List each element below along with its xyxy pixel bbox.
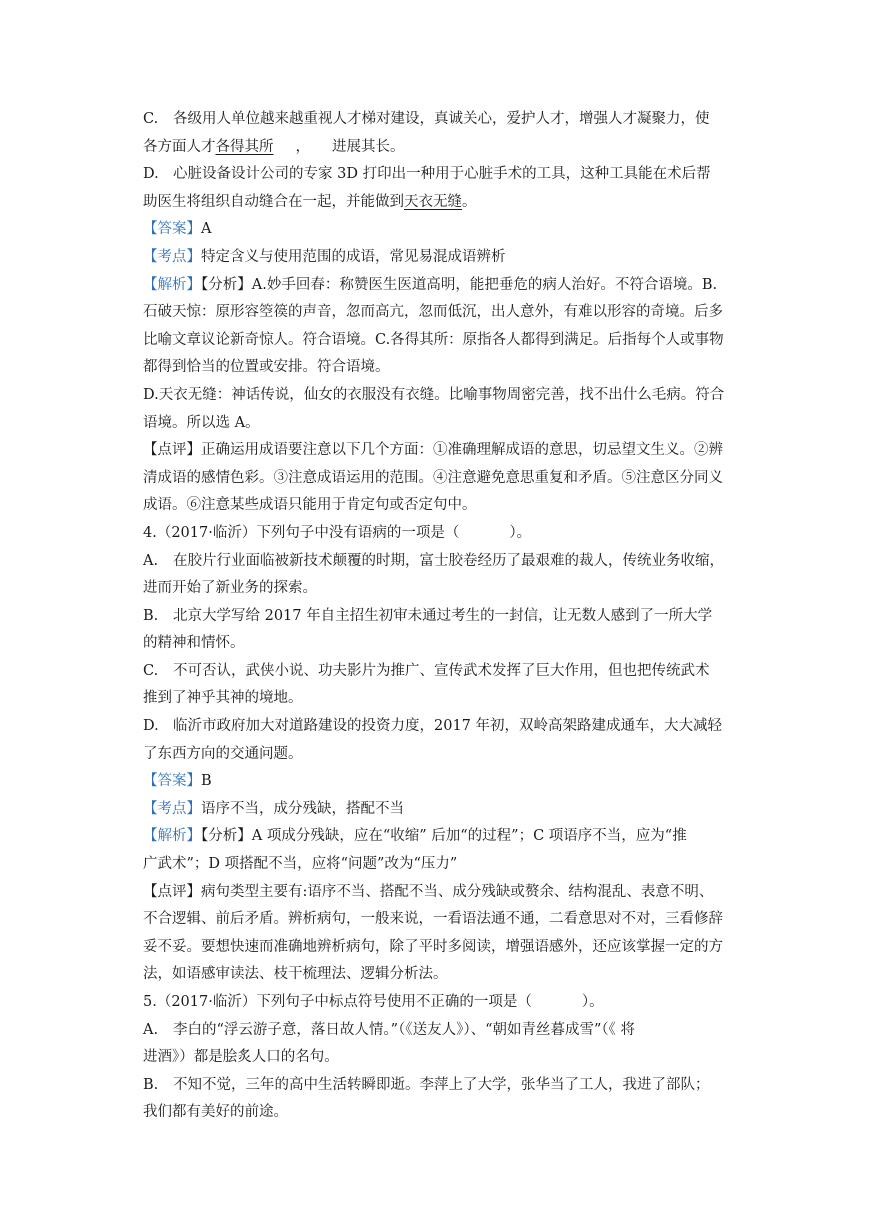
analysis-4-line-2: 广武术”；D 项搭配不当，应将“问题”改为“压力” — [143, 856, 458, 873]
question-5: 5.（2017·临沂）下列句子中标点符号使用不正确的一项是（ ）。 — [143, 994, 604, 1010]
option-3c-cont: 各方面人才各得其所 ， 进展其长。 — [143, 138, 405, 155]
comment-3-line-2: 清成语的感情色彩。③注意成语运用的范围。④注意避免意思重复和矛盾。⑤注意区分同义 — [143, 469, 723, 486]
option-4b: B. 北京大学写给 2017 年自主招生初审未通过考生的一封信，让无数人感到了一所大学 — [143, 607, 713, 624]
question-4: 4.（2017·临沂）下列句子中没有语病的一项是（ ）。 — [143, 524, 532, 541]
option-4b-cont: 的精神和情怀。 — [143, 635, 245, 652]
analysis-3-line-2: 石破天惊：原形容箜篌的声音，忽而高亢，忽而低沉，出人意外，有难以形容的奇境。后多 — [143, 304, 723, 321]
underlined-idiom: 各得其所 — [215, 138, 274, 155]
option-5a: A. 李白的“浮云游子意，落日故人情。”（《送友人》）、“朝如青丝暮成雪”（《 将 — [143, 1021, 636, 1038]
comment-4-line-3: 妥不妥。要想快速而准确地辨析病句，除了平时多阅读，增强语感外，还应该掌握一定的方 — [143, 938, 723, 955]
option-3d: D. 心脏设备设计公司的专家 3D 打印出一种用于心脏手术的工具，这种工具能在术后帮 — [143, 166, 711, 183]
key-point-3: 【考点】特定含义与使用范围的成语，常见易混成语辨析 — [143, 248, 506, 265]
option-4d-cont: 了东西方向的交通问题。 — [143, 745, 303, 762]
comment-4-line-1: 【点评】病句类型主要有:语序不当、搭配不当、成分残缺或赘余、结构混乱、表意不明、 — [143, 883, 714, 900]
answer-3: 【答案】A — [143, 221, 212, 238]
answer-4: 【答案】B — [143, 773, 212, 790]
option-5b: B. 不知不觉，三年的高中生活转瞬即逝。李萍上了大学，张华当了工人，我进了部队； — [143, 1076, 710, 1093]
comment-4-line-2: 不合逻辑、前后矛盾。辨析病句，一般来说，一看语法通不通，二看意思对不对，三看修辞 — [143, 911, 723, 928]
key-point-4: 【考点】语序不当，成分残缺，搭配不当 — [143, 800, 404, 817]
option-4a: A. 在胶片行业面临被新技术颠覆的时期，富士胶卷经历了最艰难的裁人，传统业务收缩， — [143, 552, 724, 569]
option-4c-cont: 推到了神乎其神的境地。 — [143, 690, 303, 707]
document-body — [143, 106, 739, 1127]
analysis-3-line-1: 【解析】【分析】A.妙手回春：称赞医生医道高明，能把垂危的病人治好。不符合语境。B. — [143, 276, 718, 293]
option-4c: C. 不可否认，武侠小说、功夫影片为推广、宣传武术发挥了巨大作用，但也把传统武术 — [143, 662, 710, 679]
option-3c: C. 各级用人单位越来越重视人才梯对建设，真诚关心，爱护人才，增强人才凝聚力，使 — [143, 111, 710, 127]
analysis-3-line-4: 都得到恰当的位置或安排。符合语境。 — [143, 359, 390, 376]
analysis-3-line-5: D.天衣无缝：神话传说，仙女的衣服没有衣缝。比喻事物周密完善，找不出什么毛病。符合 — [143, 386, 725, 403]
analysis-3-line-3: 比喻文章议论新奇惊人。符合语境。C.各得其所：原指各人都得到满足。后指每个人或事物 — [143, 331, 724, 348]
comment-3-line-3: 成语。⑥注意某些成语只能用于肯定句或否定句中。 — [143, 497, 477, 514]
comment-3-line-1: 【点评】正确运用成语要注意以下几个方面：①准确理解成语的意思，切忌望文生义。②辨 — [143, 442, 723, 459]
underlined-idiom: 天衣无缝 — [404, 193, 462, 210]
option-5b-cont: 我们都有美好的前途。 — [143, 1104, 288, 1121]
option-3d-cont: 助医生将组织自动缝合在一起，并能做到天衣无缝。 — [143, 193, 477, 210]
option-4d: D. 临沂市政府加大对道路建设的投资力度，2017 年初，双岭高架路建成通车，大大减轻 — [143, 718, 723, 735]
option-4a-cont: 进而开始了新业务的探索。 — [143, 580, 317, 597]
comment-4-line-4: 法，如语感审读法、枝干梳理法、逻辑分析法。 — [143, 966, 448, 983]
analysis-3-line-6: 语境。所以选 A。 — [143, 414, 260, 431]
analysis-4-line-1: 【解析】【分析】A 项成分残缺，应在“收缩” 后加“的过程”；C 项语序不当，应为“推 — [143, 828, 687, 845]
option-5a-cont: 进酒》）都是脍炙人口的名句。 — [143, 1049, 339, 1066]
